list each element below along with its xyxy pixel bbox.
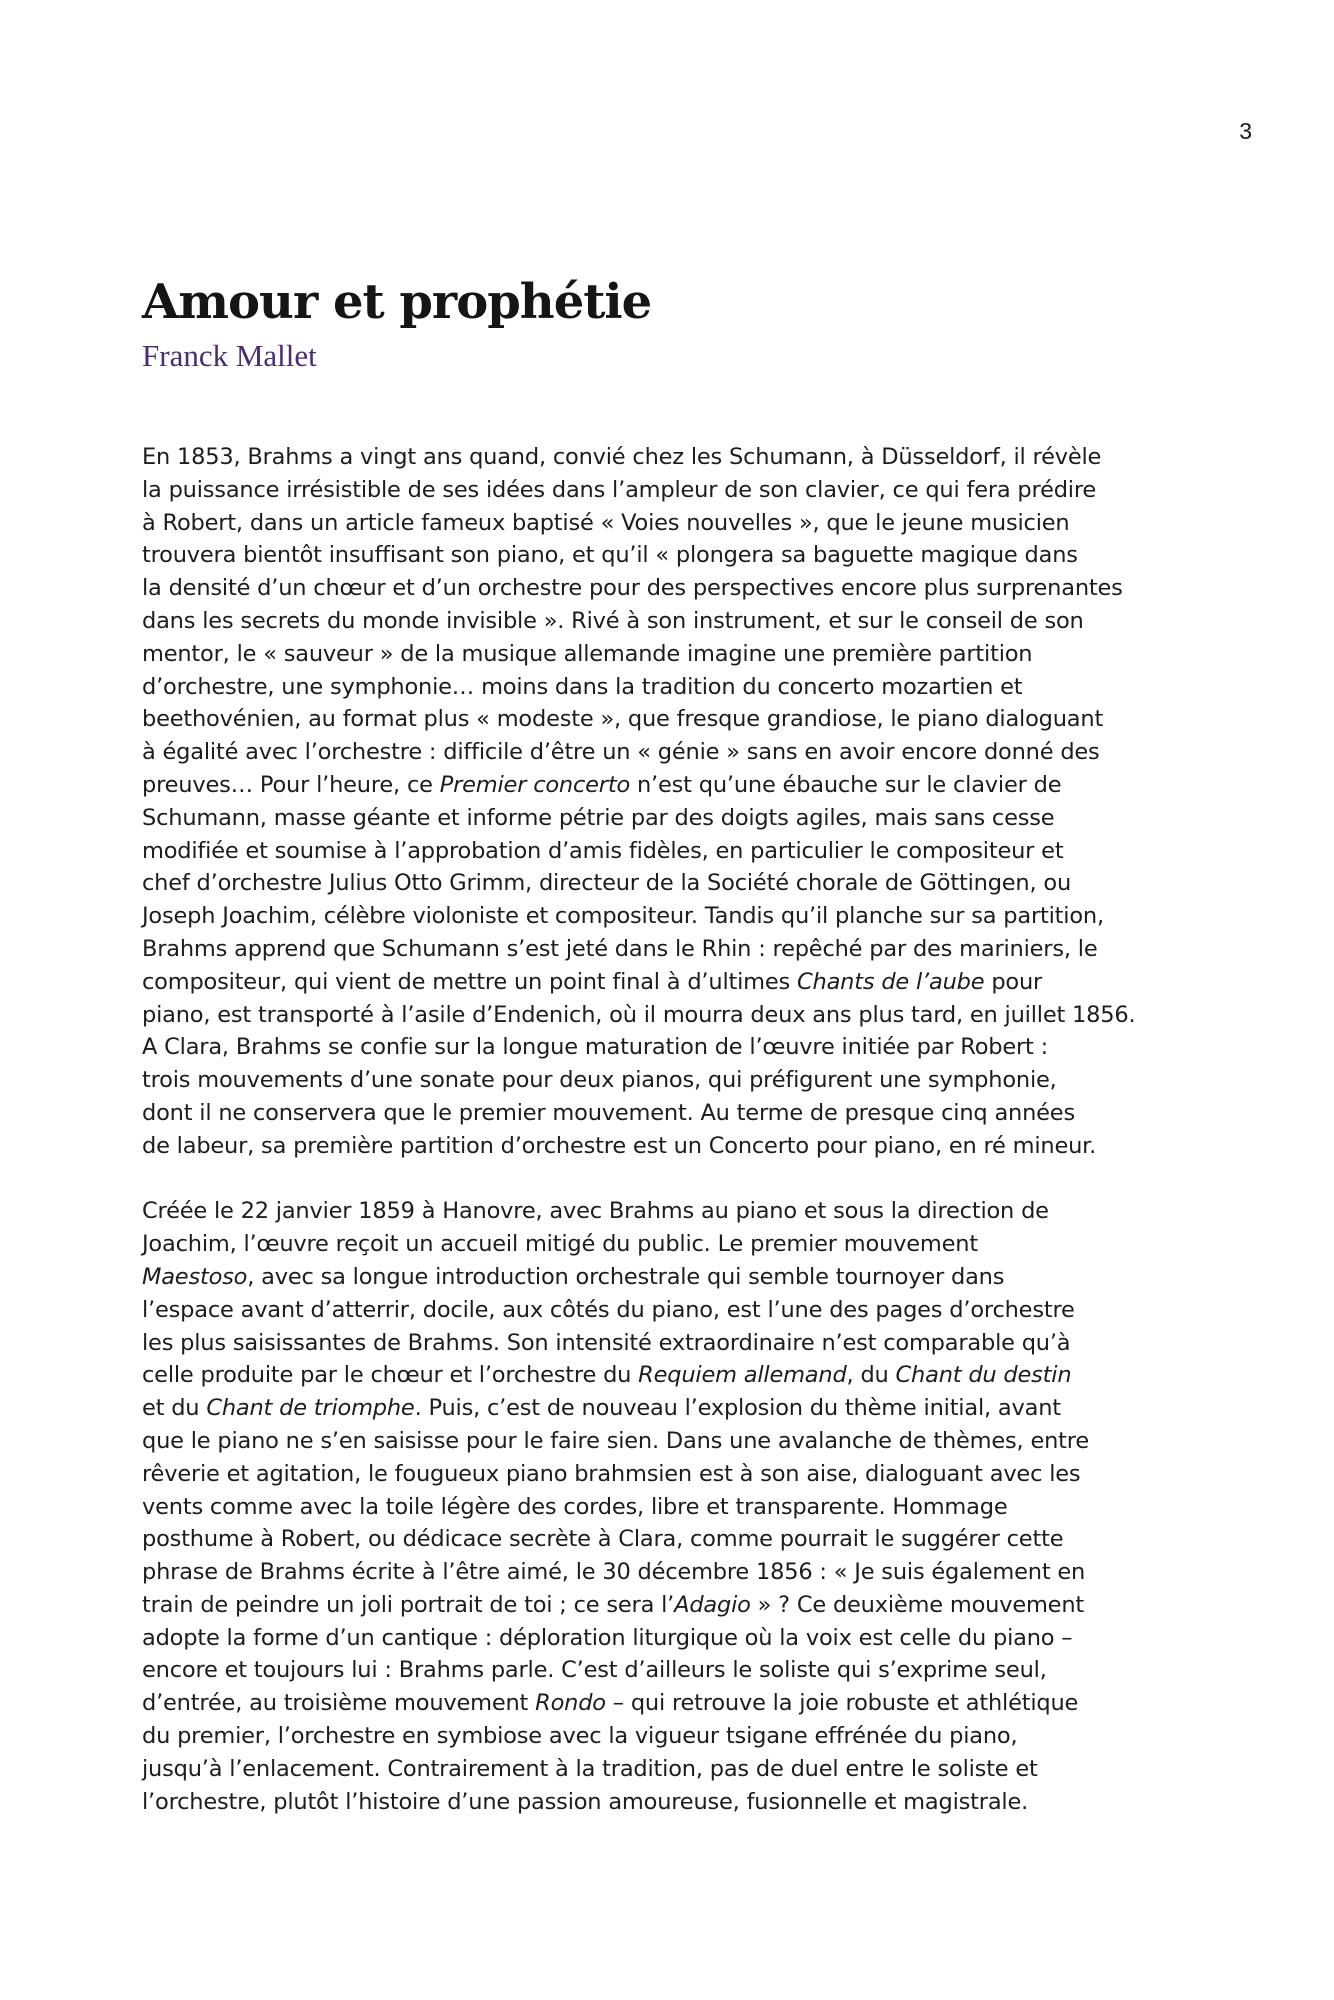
text-run: chef d’orchestre Julius Otto Grimm, directeur de la Société chorale de Göttingen, ou: [142, 870, 1072, 897]
text-run: , du: [846, 1362, 896, 1389]
italic-title: Maestoso: [142, 1263, 248, 1290]
text-run: – qui retrouve la joie robuste et athlétique: [605, 1690, 1079, 1717]
text-line: [142, 1720, 1202, 1753]
article-body: [142, 441, 1202, 1818]
text-line: [142, 539, 1202, 572]
text-line: [142, 1294, 1202, 1327]
italic-title: Chants de l’aube: [797, 968, 985, 995]
text-run: preuves… Pour l’heure, ce: [142, 771, 440, 798]
article-author: Franck Mallet: [142, 338, 317, 373]
italic-title: Premier concerto: [439, 771, 631, 798]
text-line: [142, 1228, 1202, 1261]
text-run: d’orchestre, une symphonie… moins dans la tradition du concerto mozartien et: [142, 673, 1023, 700]
text-line: [142, 1195, 1202, 1228]
text-line: [142, 474, 1202, 507]
text-run: n’est qu’une ébauche sur le clavier de: [630, 771, 1062, 798]
text-line: [142, 1261, 1202, 1294]
text-line: [142, 1130, 1202, 1163]
text-line: [142, 1458, 1202, 1491]
text-line: [142, 1425, 1202, 1458]
text-run: posthume à Robert, ou dédicace secrète à Clara, comme pourrait le suggérer cette: [142, 1526, 1064, 1553]
text-run: Joachim, l’œuvre reçoit un accueil mitigé du public. Le premier mouvement: [142, 1231, 978, 1258]
text-run: vents comme avec la toile légère des cordes, libre et transparente. Hommage: [142, 1493, 1008, 1520]
text-run: l’orchestre, plutôt l’histoire d’une passion amoureuse, fusionnelle et magistrale.: [142, 1788, 1029, 1815]
text-run: Créée le 22 janvier 1859 à Hanovre, avec Brahms au piano et sous la direction de: [142, 1198, 1049, 1225]
text-line: [142, 1523, 1202, 1556]
text-run: Joseph Joachim, célèbre violoniste et compositeur. Tandis qu’il planche sur sa partition,: [142, 903, 1104, 930]
text-line: [142, 1491, 1202, 1524]
text-run: et du: [142, 1395, 207, 1422]
italic-title: Rondo: [535, 1690, 606, 1717]
text-run: jusqu’à l’enlacement. Contrairement à la tradition, pas de duel entre le soliste et: [142, 1755, 1038, 1782]
body-paragraph: [142, 441, 1202, 1163]
text-run: la puissance irrésistible de ses idées dans l’ampleur de son clavier, ce qui fera prédire: [142, 476, 1097, 503]
text-line: [142, 703, 1202, 736]
text-line: [142, 1654, 1202, 1687]
text-run: . Puis, c’est de nouveau l’explosion du thème initial, avant: [414, 1395, 1061, 1422]
text-line: [142, 802, 1202, 835]
text-run: dont il ne conservera que le premier mouvement. Au terme de presque cinq années: [142, 1099, 1075, 1126]
italic-title: Chant du destin: [895, 1362, 1072, 1389]
text-run: adopte la forme d’un cantique : déploration liturgique où la voix est celle du piano –: [142, 1624, 1073, 1651]
text-run: A Clara, Brahms se confie sur la longue maturation de l’œuvre initiée par Robert :: [142, 1034, 1049, 1061]
text-run: phrase de Brahms écrite à l’être aimé, le 30 décembre 1856 : « Je suis également en: [142, 1559, 1086, 1586]
text-line: [142, 1327, 1202, 1360]
text-line: [142, 1687, 1202, 1720]
text-run: d’entrée, au troisième mouvement: [142, 1690, 536, 1717]
text-line: [142, 507, 1202, 540]
text-run: les plus saisissantes de Brahms. Son intensité extraordinaire n’est comparable qu’à: [142, 1329, 1071, 1356]
italic-title: Adagio: [674, 1591, 751, 1618]
italic-title: Chant de triomphe: [206, 1395, 415, 1422]
text-run: de labeur, sa première partition d’orchestre est un Concerto pour piano, en ré mineur.: [142, 1132, 1097, 1159]
text-run: la densité d’un chœur et d’un orchestre pour des perspectives encore plus surprenantes: [142, 575, 1123, 602]
text-run: dans les secrets du monde invisible ». Rivé à son instrument, et sur le conseil de son: [142, 607, 1084, 634]
italic-title: Requiem allemand: [638, 1362, 847, 1389]
text-run: que le piano ne s’en saisisse pour le faire sien. Dans une avalanche de thèmes, entre: [142, 1427, 1089, 1454]
text-run: rêverie et agitation, le fougueux piano brahmsien est à son aise, dialoguant avec les: [142, 1460, 1081, 1487]
text-run: l’espace avant d’atterrir, docile, aux côtés du piano, est l’une des pages d’orchestre: [142, 1296, 1075, 1323]
text-run: En 1853, Brahms a vingt ans quand, convié chez les Schumann, à Düsseldorf, il révèle: [142, 444, 1102, 470]
text-line: [142, 999, 1202, 1032]
page-number: 3: [1239, 118, 1252, 144]
text-line: [142, 1064, 1202, 1097]
text-run: trois mouvements d’une sonate pour deux pianos, qui préfigurent une symphonie,: [142, 1067, 1057, 1094]
text-run: train de peindre un joli portrait de toi ; ce sera l’: [142, 1591, 675, 1618]
text-line: [142, 933, 1202, 966]
text-line: [142, 1786, 1202, 1819]
text-line: [142, 671, 1202, 704]
text-line: [142, 835, 1202, 868]
text-run: compositeur, qui vient de mettre un point final à d’ultimes: [142, 968, 798, 995]
article-title: Amour et prophétie: [142, 274, 652, 330]
text-line: [142, 736, 1202, 769]
text-run: Schumann, masse géante et informe pétrie par des doigts agiles, mais sans cesse: [142, 804, 1055, 831]
text-run: à Robert, dans un article fameux baptisé « Voies nouvelles », que le jeune musicien: [142, 509, 1070, 536]
text-run: » ? Ce deuxième mouvement: [750, 1591, 1085, 1618]
text-run: beethovénien, au format plus « modeste », que fresque grandiose, le piano dialoguant: [142, 706, 1104, 733]
text-run: Brahms apprend que Schumann s’est jeté dans le Rhin : repêché par des mariniers, le: [142, 935, 1098, 962]
text-line: [142, 572, 1202, 605]
text-line: [142, 638, 1202, 671]
text-run: piano, est transporté à l’asile d’Endenich, où il mourra deux ans plus tard, en juillet 1856.: [142, 1001, 1136, 1028]
text-line: [142, 1589, 1202, 1622]
text-run: mentor, le « sauveur » de la musique allemande imagine une première partition: [142, 640, 1033, 667]
text-run: du premier, l’orchestre en symbiose avec la vigueur tsigane effrénée du piano,: [142, 1723, 1018, 1750]
text-line: [142, 1392, 1202, 1425]
text-line: [142, 1622, 1202, 1655]
text-run: pour: [984, 968, 1043, 995]
text-line: [142, 1097, 1202, 1130]
text-line: [142, 769, 1202, 802]
text-line: [142, 1556, 1202, 1589]
text-line: [142, 867, 1202, 900]
text-run: à égalité avec l’orchestre : difficile d’être un « génie » sans en avoir encore donné des: [142, 739, 1100, 766]
text-line: [142, 1753, 1202, 1786]
text-line: [142, 1359, 1202, 1392]
text-run: , avec sa longue introduction orchestrale qui semble tournoyer dans: [247, 1263, 1005, 1290]
text-line: [142, 1031, 1202, 1064]
text-line: [142, 966, 1202, 999]
text-line: [142, 605, 1202, 638]
text-line: [142, 441, 1202, 474]
text-run: modifiée et soumise à l’approbation d’amis fidèles, en particulier le compositeur et: [142, 837, 1064, 864]
text-line: [142, 900, 1202, 933]
text-run: celle produite par le chœur et l’orchestre du: [142, 1362, 639, 1389]
body-paragraph: [142, 1195, 1202, 1818]
text-run: trouvera bientôt insuffisant son piano, et qu’il « plongera sa baguette magique dans: [142, 542, 1078, 569]
text-run: encore et toujours lui : Brahms parle. C’est d’ailleurs le soliste qui s’exprime seul,: [142, 1657, 1047, 1684]
